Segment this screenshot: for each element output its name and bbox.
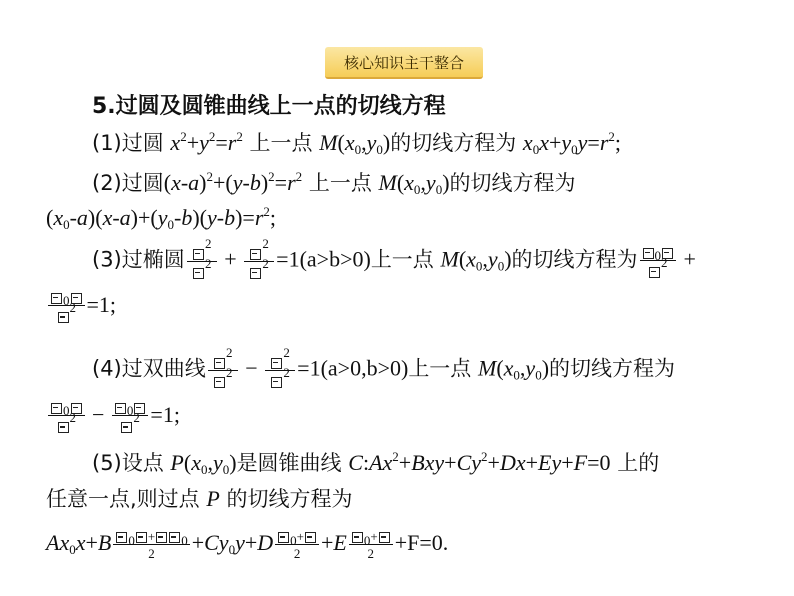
item-5-continued: 任意一点,则过点 P 的切线方程为	[46, 486, 353, 511]
section-title: 5.过圆及圆锥曲线上一点的切线方程	[92, 94, 446, 119]
item-5: (5)设点 $P(x_0,y_0)$是圆锥曲线 $C:Ax^2+Bxy+Cy^2+Dx+Ey+F=0$ 上的	[92, 449, 660, 477]
fraction: $\frac{^2}{^2}$	[208, 353, 238, 388]
fraction: $\frac{_0}{^2}$	[48, 400, 85, 433]
item-4-equation: $\frac{_0}{^2}$ − $\frac{_0}{^2}$ =1;	[46, 400, 180, 433]
item-3: (3)过椭圆 $\frac{^2}{^2}$ + $\frac{^2}{^2}$ =1(a>b>0)上一点 $M(x_0,y_0)$的切线方程为 $\frac{_0}{^2}$ +	[92, 244, 696, 279]
item-4: (4)过双曲线 $\frac{^2}{^2}$ − $\frac{^2}{^2}$ =1(a>0,b>0)上一点 $M(x_0,y_0)$的切线方程为	[92, 353, 675, 388]
fraction: $\frac{_0}{^2}$	[48, 290, 85, 323]
fraction: $\frac{_0}{^2}$	[112, 400, 149, 433]
fraction: $\frac{_0+}{2}$	[275, 530, 319, 561]
fraction: $\frac{^2}{^2}$	[265, 353, 295, 388]
item-1: (1)过圆 $x^2+y^2=r^2$ 上一点 $M(x_0,y_0)$的切线方程为 $x_0x+y_0y=r^2$;	[92, 129, 622, 157]
fraction: $\frac{_0 + _0}{2}$	[113, 530, 189, 561]
item-2: (2)过圆$(x-a)^2+(y-b)^2=r^2$ 上一点 $M(x_0,y_0)$的切线方程为	[92, 169, 576, 197]
fraction: $\frac{^2}{^2}$	[244, 244, 274, 279]
item-2-equation: $(x_0-a)(x-a)+(y_0-b)(y-b)=r^2$;	[46, 204, 276, 232]
section-badge: 核心知识主干整合	[325, 47, 483, 79]
fraction: $\frac{^2}{^2}$	[187, 244, 217, 279]
item-3-equation: $\frac{_0}{^2}$ =1;	[46, 290, 116, 323]
fraction: $\frac{_0}{^2}$	[640, 245, 677, 278]
fraction: $\frac{_0+}{2}$	[349, 530, 393, 561]
item-5-equation: $Ax_0x+B$ $\frac{_0 + _0}{2}$ $+Cy_0y+D$ $\frac{_0+}{2}$ +E $\frac{_0+}{2}$ +F=0.	[46, 528, 449, 562]
